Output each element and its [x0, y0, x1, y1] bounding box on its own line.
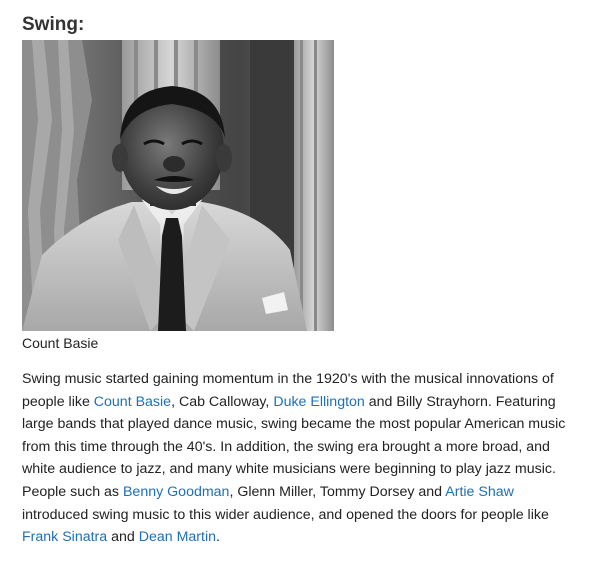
article-paragraph — [22, 368, 584, 549]
link-frank-sinatra[interactable]: Frank Sinatra — [22, 529, 108, 546]
link-duke-ellington[interactable]: Duke Ellington — [273, 393, 365, 410]
link-count-basie[interactable]: Count Basie — [93, 393, 172, 410]
text-segment: and — [107, 529, 139, 546]
link-artie-shaw[interactable]: Artie Shaw — [445, 483, 514, 500]
text-segment: introduced swing music to this wider audience, and opened the doors for people like — [22, 506, 549, 523]
text-segment: Swing music started gaining momentum in the 1920's with the musical innovations of people like — [22, 371, 554, 410]
text-segment: , Glenn Miller, Tommy Dorsey and — [229, 483, 446, 500]
text-segment: . — [216, 529, 220, 546]
link-benny-goodman[interactable]: Benny Goodman — [122, 483, 230, 500]
count-basie-photo — [22, 40, 334, 331]
photo-caption: Count Basie — [22, 335, 99, 351]
link-dean-martin[interactable]: Dean Martin — [138, 529, 217, 546]
section-heading: Swing: — [22, 14, 85, 35]
text-segment: and Billy Strayhorn. Featuring large bands that played dance music, swing became the most popular American music from this time through the 40's. In addition, the swing era brought a more broad, and white audience to jazz, and many white musicians were beginning to play jazz music. People such as — [22, 393, 566, 500]
text-segment: , Cab Calloway, — [171, 393, 274, 410]
